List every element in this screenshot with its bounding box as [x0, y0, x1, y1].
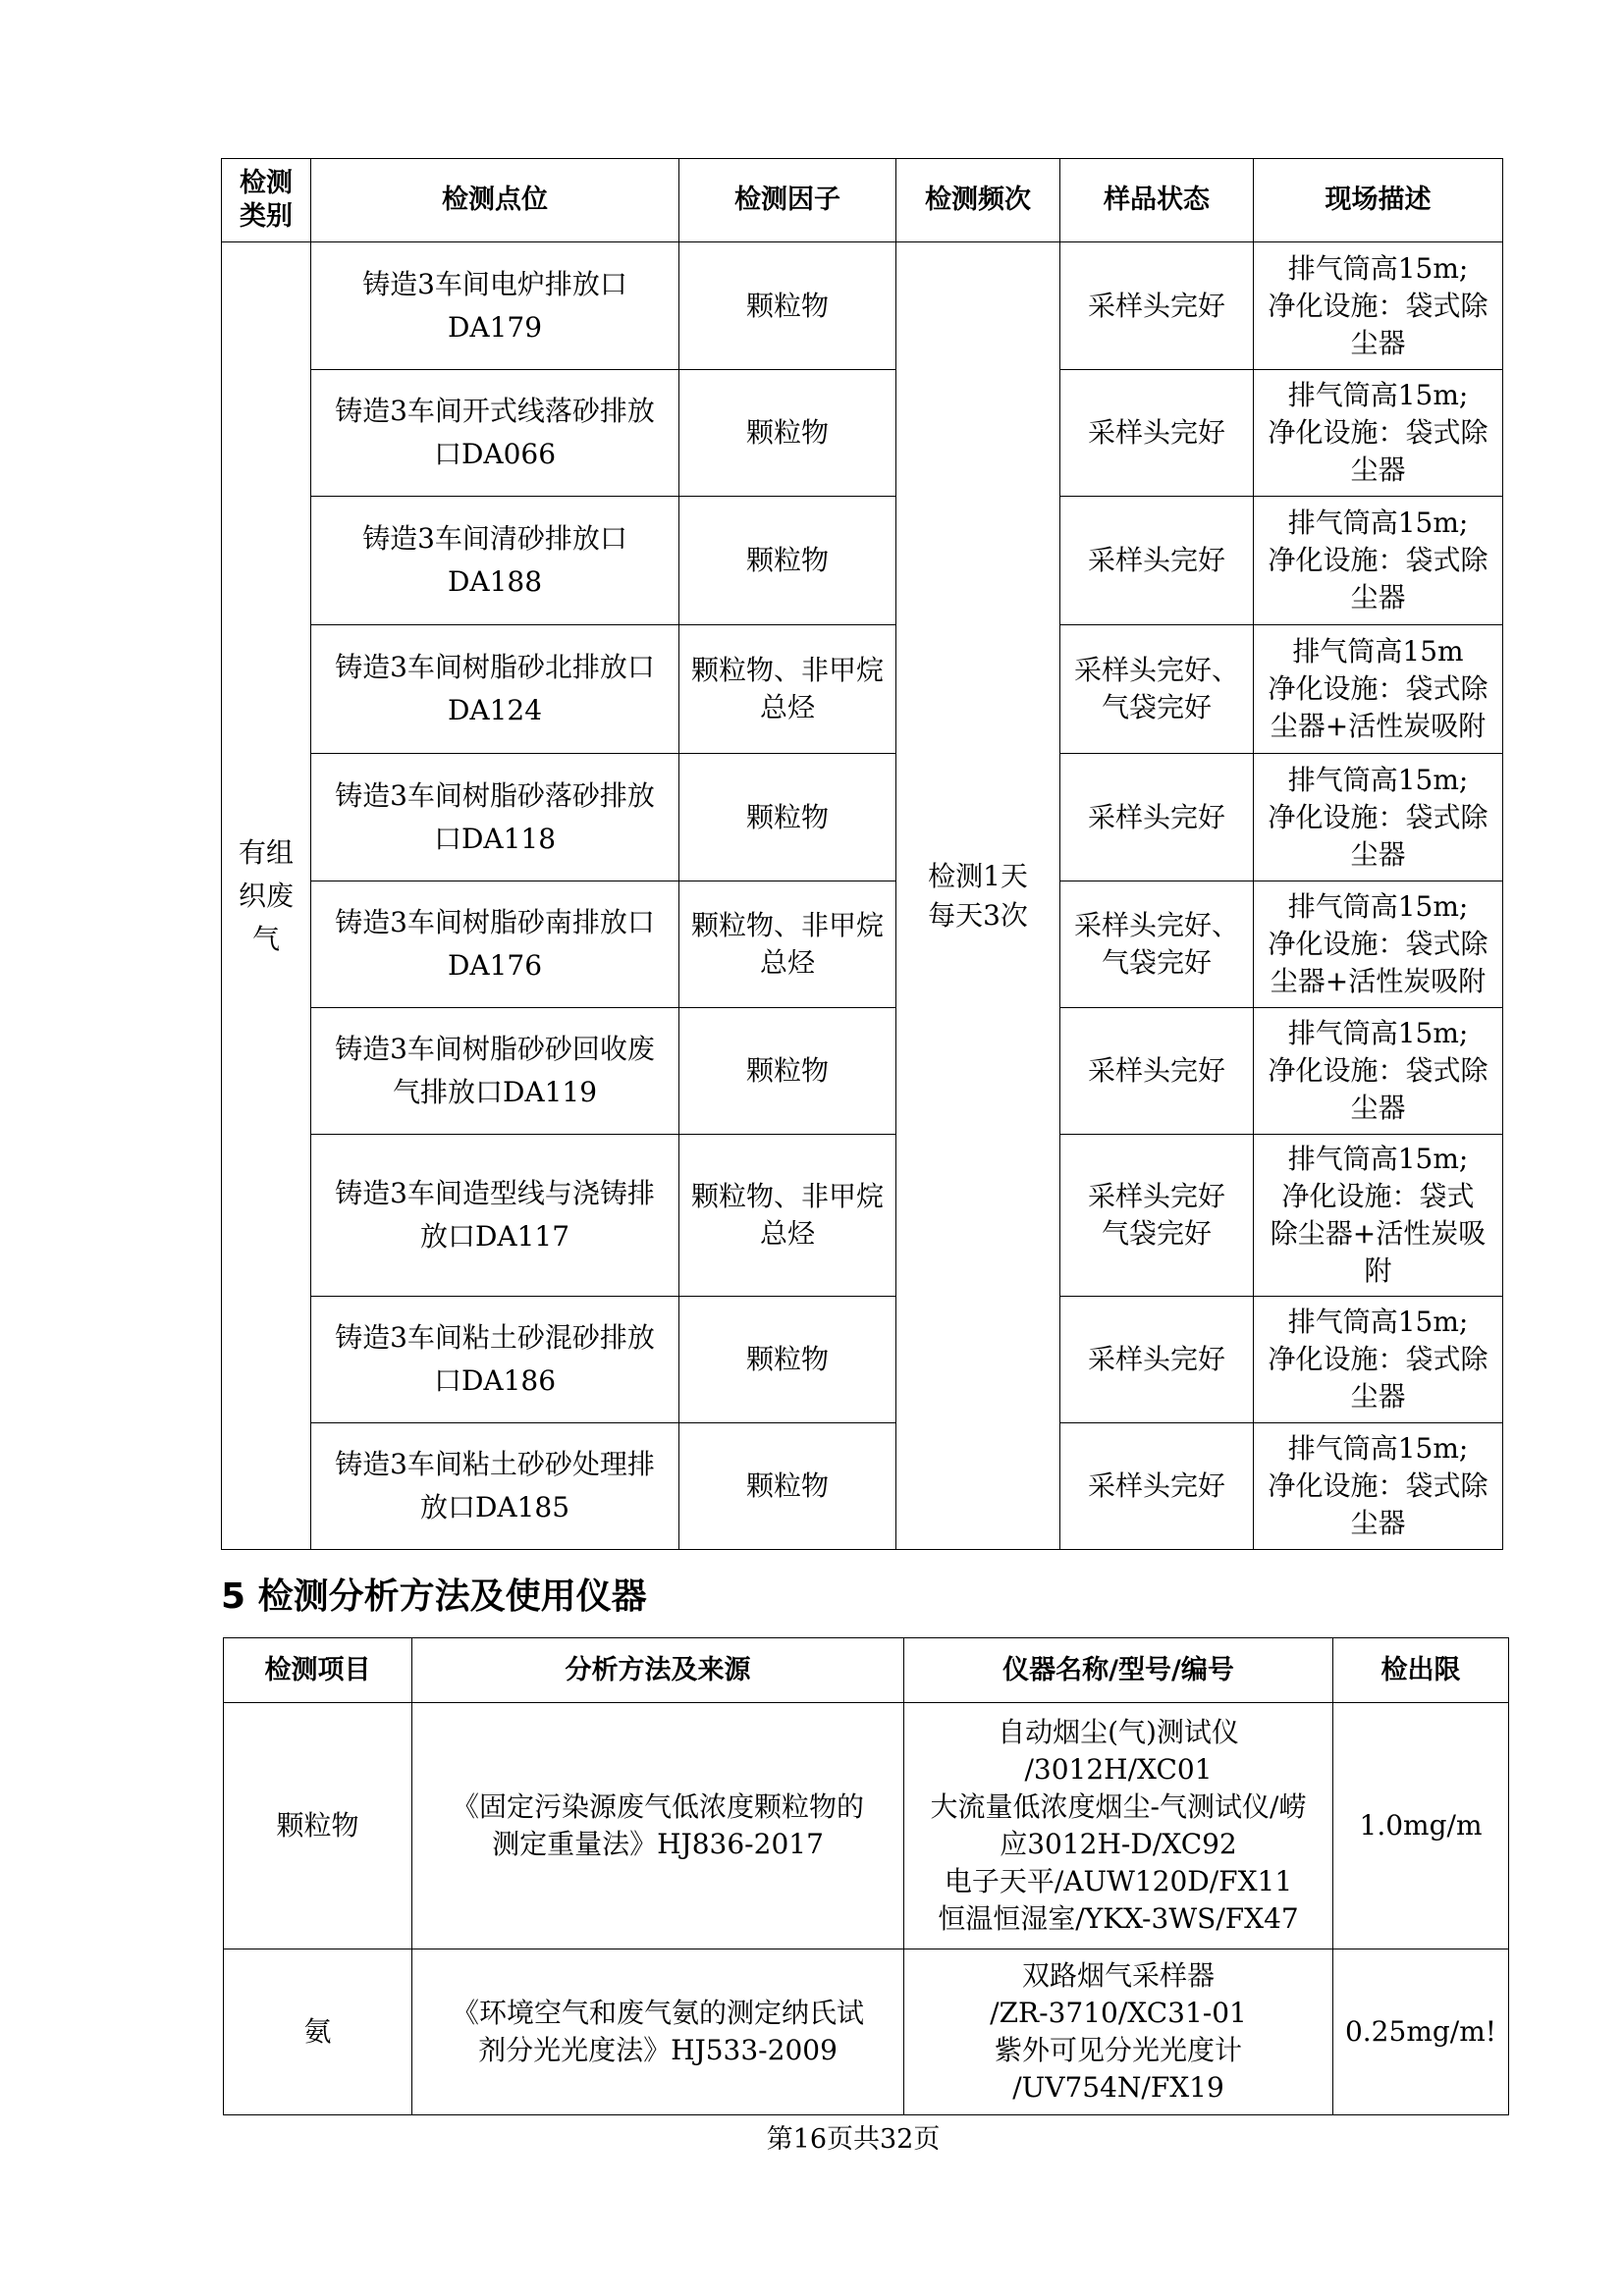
- state-cell: 采样头完好: [1060, 242, 1254, 370]
- state-cell: 采样头完好: [1060, 754, 1254, 881]
- header-point: 检测点位: [311, 159, 679, 242]
- state-cell: 采样头完好: [1060, 1008, 1254, 1135]
- header-factor: 检测因子: [679, 159, 896, 242]
- factor-cell: 颗粒物: [679, 1423, 896, 1550]
- point-cell: 铸造3车间粘土砂砂处理排 放口DA185: [311, 1423, 679, 1550]
- monitoring-table: [221, 158, 1503, 1550]
- description-cell: 排气筒高15m; 净化设施：袋式除 尘器+活性炭吸附: [1254, 881, 1503, 1008]
- description-cell: 排气筒高15m; 净化设施：袋式除 尘器: [1254, 497, 1503, 625]
- factor-cell: 颗粒物: [679, 1008, 896, 1135]
- table-header-row: [222, 159, 1503, 242]
- description-cell: 排气筒高15m; 净化设施：袋式除 尘器: [1254, 754, 1503, 881]
- factor-cell: 颗粒物: [679, 1297, 896, 1423]
- table-row: [222, 754, 1503, 881]
- table-row: [222, 1423, 1503, 1550]
- description-cell: 排气筒高15m 净化设施：袋式除 尘器+活性炭吸附: [1254, 625, 1503, 754]
- state-cell: 采样头完好: [1060, 1423, 1254, 1550]
- point-cell: 铸造3车间树脂砂北排放口 DA124: [311, 625, 679, 754]
- factor-cell: 颗粒物: [679, 754, 896, 881]
- factor-cell: 颗粒物、非甲烷 总烃: [679, 1135, 896, 1297]
- state-cell: 采样头完好: [1060, 497, 1254, 625]
- category-cell: 有组 织废 气: [222, 242, 311, 1550]
- instrument-cell: 自动烟尘(气)测试仪 /3012H/XC01 大流量低浓度烟尘-气测试仪/崂 应3012H-D/XC92 电子天平/AUW120D/FX11 恒温恒湿室/YKX-3WS/FX47: [904, 1703, 1333, 1949]
- point-cell: 铸造3车间开式线落砂排放 口DA066: [311, 370, 679, 497]
- description-cell: 排气筒高15m; 净化设施：袋式除 尘器: [1254, 242, 1503, 370]
- limit-cell: 1.0mg/m: [1333, 1703, 1509, 1949]
- table-header-row: [224, 1638, 1509, 1703]
- limit-cell: 0.25mg/m!: [1333, 1949, 1509, 2115]
- description-cell: 排气筒高15m; 净化设施：袋式除 尘器: [1254, 1297, 1503, 1423]
- factor-cell: 颗粒物、非甲烷 总烃: [679, 881, 896, 1008]
- state-cell: 采样头完好: [1060, 1297, 1254, 1423]
- method-cell: 《环境空气和废气氨的测定纳氏试 剂分光光度法》HJ533-2009: [412, 1949, 904, 2115]
- header-limit: 检出限: [1333, 1638, 1509, 1703]
- point-cell: 铸造3车间粘土砂混砂排放 口DA186: [311, 1297, 679, 1423]
- header-site-description: 现场描述: [1254, 159, 1503, 242]
- table-row: [222, 242, 1503, 370]
- header-frequency: 检测频次: [896, 159, 1060, 242]
- point-cell: 铸造3车间树脂砂南排放口 DA176: [311, 881, 679, 1008]
- state-cell: 采样头完好、 气袋完好: [1060, 625, 1254, 754]
- frequency-cell: 检测1天 每天3次: [896, 242, 1060, 1550]
- state-cell: 采样头完好 气袋完好: [1060, 1135, 1254, 1297]
- section-heading: 5 检测分析方法及使用仪器: [221, 1576, 647, 1617]
- table-row: [222, 1008, 1503, 1135]
- item-cell: 氨: [224, 1949, 412, 2115]
- point-cell: 铸造3车间树脂砂落砂排放 口DA118: [311, 754, 679, 881]
- factor-cell: 颗粒物: [679, 370, 896, 497]
- point-cell: 铸造3车间清砂排放口 DA188: [311, 497, 679, 625]
- table-row: [222, 881, 1503, 1008]
- table-row: [222, 370, 1503, 497]
- table-row: [222, 1135, 1503, 1297]
- point-cell: 铸造3车间树脂砂砂回收废 气排放口DA119: [311, 1008, 679, 1135]
- header-item: 检测项目: [224, 1638, 412, 1703]
- description-cell: 排气筒高15m; 净化设施：袋式除 尘器: [1254, 1008, 1503, 1135]
- methods-table: [223, 1637, 1509, 2115]
- factor-cell: 颗粒物: [679, 497, 896, 625]
- table-row: [222, 625, 1503, 754]
- state-cell: 采样头完好、 气袋完好: [1060, 881, 1254, 1008]
- page-footer: 第16页共32页: [766, 2124, 941, 2155]
- description-cell: 排气筒高15m; 净化设施：袋式 除尘器+活性炭吸 附: [1254, 1135, 1503, 1297]
- factor-cell: 颗粒物、非甲烷 总烃: [679, 625, 896, 754]
- item-cell: 颗粒物: [224, 1703, 412, 1949]
- point-cell: 铸造3车间电炉排放口 DA179: [311, 242, 679, 370]
- header-sample-state: 样品状态: [1060, 159, 1254, 242]
- point-cell: 铸造3车间造型线与浇铸排 放口DA117: [311, 1135, 679, 1297]
- factor-cell: 颗粒物: [679, 242, 896, 370]
- header-instrument: 仪器名称/型号/编号: [904, 1638, 1333, 1703]
- table-row: [224, 1703, 1509, 1949]
- instrument-cell: 双路烟气采样器 /ZR-3710/XC31-01 紫外可见分光光度计 /UV754N/FX19: [904, 1949, 1333, 2115]
- method-cell: 《固定污染源废气低浓度颗粒物的 测定重量法》HJ836-2017: [412, 1703, 904, 1949]
- header-method: 分析方法及来源: [412, 1638, 904, 1703]
- description-cell: 排气筒高15m; 净化设施：袋式除 尘器: [1254, 370, 1503, 497]
- table-row: [224, 1949, 1509, 2115]
- table-row: [222, 1297, 1503, 1423]
- state-cell: 采样头完好: [1060, 370, 1254, 497]
- header-category: 检测 类别: [222, 159, 311, 242]
- table-row: [222, 497, 1503, 625]
- description-cell: 排气筒高15m; 净化设施：袋式除 尘器: [1254, 1423, 1503, 1550]
